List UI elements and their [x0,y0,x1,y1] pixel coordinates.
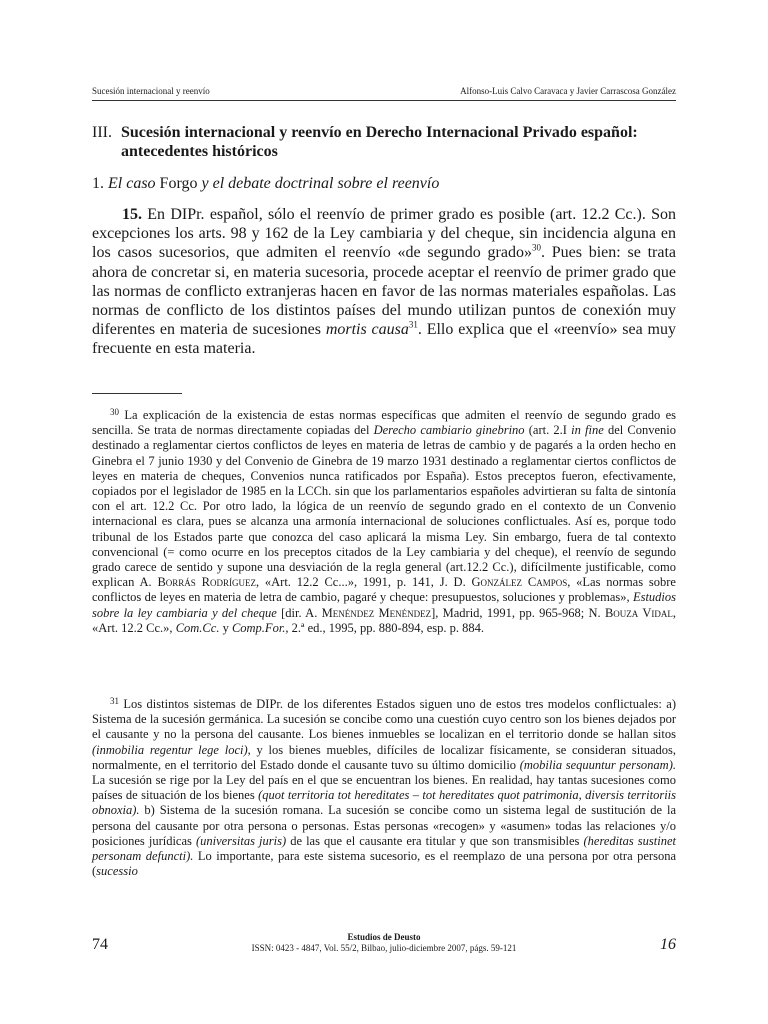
section-number: III. [92,124,112,141]
footnote-italic: Comp.For. [231,620,286,635]
footer-journal-info [92,932,676,954]
paragraph-text-1: En DIPr. español, sólo el reenvío de primer grado es posible (art. 12.2 Cc.). Son excepciones los arts. 98 y 162 de la Ley cambiaria y del cheque, sin incidencia alguna en los casos sucesorios, que admiten el reenvío «de segundo grado» [92,206,677,262]
footnote-text: [dir. A. [276,605,322,620]
footnote-30-mark: 30 [110,407,119,417]
footnote-italic: (hereditas sustinet personam defuncti). [92,833,676,864]
author-name: Bouza Vidal [604,605,673,620]
footnote-text: Los distintos sistemas de DIPr. de los diferentes Estados siguen uno de estos tres modelos conflictuales: a) Sistema de la sucesión germánica. La sucesión se concibe como una cuestión cuyo centro son los bienes dejados por el causante y no la persona del causante. Los bienes inmuebles se localizan en el territorio donde se hallan sitos [92,697,677,742]
footnote-italic: Com.Cc. [175,620,220,635]
author-name: Menéndez Menéndez [321,605,432,620]
footnote-italic: in fine [571,423,604,438]
footnote-30 [92,405,676,636]
footnote-text: y [219,620,232,635]
subsection-heading [92,174,676,193]
footnote-31 [92,694,676,879]
page-number-left: 74 [92,936,108,953]
footnote-text: , «Art. 12.2 Cc.», [92,605,676,635]
footnote-italic: Estudios sobre la ley cambiaria y del cheque [92,590,676,620]
footnote-ref-30[interactable]: 30 [531,243,541,254]
subsection-title-part-c: y el debate doctrinal sobre el reenvío [201,175,440,192]
footnote-text: La sucesión se rige por la Ley del país en el que se encuentran los bienes. En realidad, hay tantas sucesiones como países de situación de los bienes [92,773,676,803]
paragraph-number: 15. [122,206,142,223]
footnote-ref-31[interactable]: 31 [408,319,418,330]
page-number-right: 16 [660,936,676,953]
footnote-italic: Derecho cambiario ginebrino [373,423,525,438]
footnote-text: , «Art. 12.2 Cc...», 1991, p. 141, J. D. [255,575,472,590]
footnote-text: de las que el causante era titular y que son transmisibles [286,833,584,848]
footnote-text: ], Madrid, 1991, pp. 965-968; N. [431,605,605,620]
footnote-italic: (universitas juris) [195,833,287,848]
running-header-authors: Alfonso-Luis Calvo Caravaca y Javier Carrascosa González [460,86,676,96]
subsection-title-part-a: El caso [108,175,156,192]
footnote-italic: sucessio [96,864,138,879]
footnote-31-mark: 31 [110,696,119,706]
footnote-italic: (quot territoria tot hereditates – tot hereditates quot patrimonia, diversis territoriis obnoxia). [92,788,676,818]
body-paragraph-15 [92,205,676,359]
section-title: Sucesión internacional y reenvío en Derecho Internacional Privado español: antecedentes históricos [121,124,638,160]
journal-issn: ISSN: 0423 - 4847, Vol. 55/2, Bilbao, julio-diciembre 2007, págs. 59-121 [251,943,517,953]
footnote-text: Lo importante, para este sistema sucesorio, es el reemplazo de una persona por otra persona ( [92,849,676,879]
journal-title: Estudios de Deusto [347,932,421,942]
footnote-separator [92,393,182,394]
footnote-text: del Convenio destinado a reglamentar ciertos conflictos de leyes en materia de letras de cambio y de pagarés a la orden hecho en Ginebra el 7 junio 1930 y del Convenio de Ginebra de 19 marzo 1931 destinado a reglamentar ciertos conflictos de leyes en materia de cheques, Convenios nunca ratificados por España). Estos preceptos fueron, efectivamente, copiados por el legislador de 1985 en la LCCh. sin que los parlamentarios españoles advirtieran su falta de sintonía con el art. 12.2 Cc. Por otro lado, la lógica de un reenvío de segundo grado en el contexto de un Convenio internacional es clara, pues se alcanza una armonía internacional de soluciones conflictuales. Así es, porque todo tribunal de los Estados parte que conozca del caso aplicará la misma Ley. Sin embargo, fuera de tal contexto convencional (= como ocurre en los preceptos citados de la Ley cambiaria y del cheque), el reenvío de segundo grado carece de sentido y supone una desviación de la regla general (art.12.2 Cc.), difícilmente justificable, como explican A. [92,423,677,590]
footnote-text: (art. 2.I [524,423,572,438]
paragraph-text-3: . Ello explica que el «reenvío» sea muy frecuente en esta materia. [92,321,677,358]
page-footer [92,932,676,962]
footnote-text: , «Las normas sobre conflictos de leyes en materia de letra de cambio, pagaré y cheque: presupuestos, soluciones y problemas», [92,575,676,605]
footnote-text: b) Sistema de la sucesión romana. La sucesión se concibe como un sistema legal de sustitución de la persona del causante por otra persona o personas. Estas personas «recogen» y «asumen» todas las relaciones y/o posiciones jurídicas [92,803,676,848]
subsection-title-part-b: Forgo [159,175,198,192]
footnote-text: y los bienes muebles, difíciles de localizar físicamente, se consideran situados, normalmente, en el territorio del Estado donde el causante tuvo su último domicilio [92,742,676,772]
subsection-number: 1. [92,175,104,192]
header-rule [92,100,676,101]
paragraph-text-2: . Pues bien: se trata ahora de concretar si, en materia sucesoria, procede aceptar el reenvío de primer grado que las normas de conflicto extranjeras hacen en favor de las normas materiales españolas. Las normas de conflicto de los distintos países del mundo utilizan puntos de conexión muy diferentes en materia de sucesiones [92,244,677,339]
author-name: Borrás Rodríguez [157,575,256,590]
footnote-italic: (mobilia sequuntur personam). [519,757,676,772]
paragraph-italic-term: mortis causa [325,321,409,339]
footnote-italic: (inmobilia regentur lege loci), [92,742,251,757]
footnote-text: , 2.ª ed., 1995, pp. 880-894, esp. p. 884. [285,620,484,635]
section-heading [92,123,676,161]
running-header-title: Sucesión internacional y reenvío [92,86,210,96]
footnote-text: La explicación de la existencia de estas normas específicas que admiten el reenvío de segundo grado es sencilla. Se trata de normas directamente copiadas del [92,408,676,438]
author-name: González Campos [471,575,568,590]
